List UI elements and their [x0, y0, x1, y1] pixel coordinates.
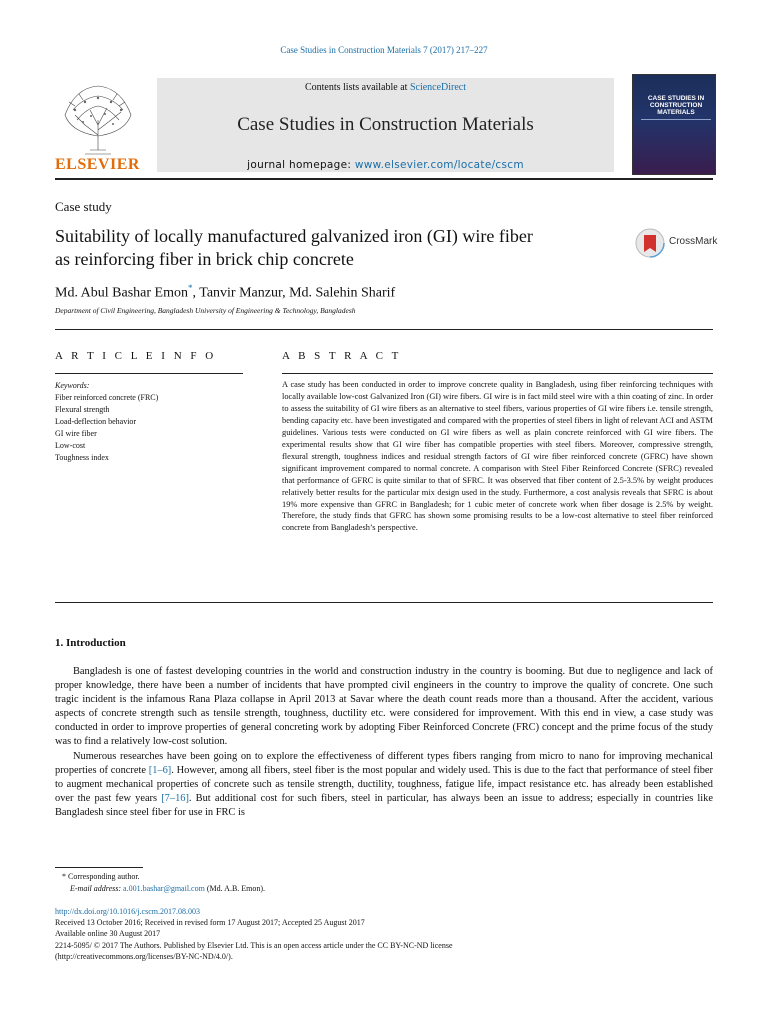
- article-type: Case study: [55, 199, 112, 214]
- journal-homepage-line: [157, 159, 614, 171]
- introduction-body: [55, 665, 713, 820]
- title-rule: [55, 329, 713, 330]
- author-email-link[interactable]: a.001.bashar@gmail.com: [123, 883, 205, 893]
- introduction-heading: 1. Introduction: [55, 637, 126, 649]
- keyword-item: Load-deflection behavior: [55, 417, 137, 426]
- elsevier-wordmark: ELSEVIER: [55, 156, 140, 173]
- cover-title: [641, 95, 711, 116]
- intro-paragraph: [55, 750, 713, 820]
- intro-paragraph: Bangladesh is one of fastest developing countries in the world and construction industry in the country is booming. But due to negligence and lack of proper knowledge, there have been a number of incidents that have prompted civil engineers in the country to improve the quality of concrete. One such tragic incident is the infamous Rana Plaza collapse in April 2013 at Savar where the death count reads more than a thousand. After the accident, various aspects of concrete strength such as tensile strength, toughness, ductility etc. were considered for improvement. With this end in view, a case study was conducted in order to improve properties of general concreting work by adopting Fiber Reinforced Concrete (FRC) concept and the prime focus of the study was to find a relatively low-cost solution.: [55, 666, 713, 748]
- author-emon[interactable]: Md. Abul Bashar Emon: [55, 285, 188, 301]
- contents-line: [157, 82, 614, 93]
- homepage-link[interactable]: www.elsevier.com/locate/cscm: [354, 159, 524, 171]
- email-suffix: (Md. A.B. Emon).: [206, 883, 266, 893]
- abstract-heading: A B S T R A C T: [282, 350, 402, 362]
- journal-reference[interactable]: Case Studies in Construction Materials 7 (2017) 217–227: [280, 45, 488, 55]
- received-dates: Received 13 October 2016; Received in revised form 17 August 2017; Accepted 25 August 2017: [55, 918, 365, 928]
- corresponding-author-note: * Corresponding author.: [62, 872, 140, 881]
- online-date: Available online 30 August 2017: [55, 929, 161, 939]
- keyword-item: Fiber reinforced concrete (FRC): [55, 393, 159, 402]
- intro-text: Numerous researches have been going on to explore the effectiveness of different types fibers ranging from micro to nano for improving mechanical properties of concrete: [55, 750, 713, 776]
- footnote-rule: [55, 867, 143, 868]
- intro-text: . However, among all fibers, steel fiber is the most popular and widely used. This is due to the fact that performance of steel fiber to augment mechanical properties of concrete such as tensile strength, ductility, toughness, fatigue life, impact resistance etc. has already been established over the past few years: [55, 764, 713, 804]
- sciencedirect-link[interactable]: ScienceDirect: [409, 82, 467, 93]
- homepage-prefix: journal homepage:: [247, 159, 352, 171]
- cover-title-line: CASE STUDIES IN: [647, 95, 705, 102]
- email-line: [62, 883, 265, 895]
- abstract-text: A case study has been conducted in order to improve concrete quality in Bangladesh, using fiber reinforcing techniques with locally available low-cost Galvanized Iron (GI) wire fibers. GI wire is in fact mild steel wire with a thin coating of zinc. In order to assess the suitability of GI wire fibers as an alternative to steel fibers, various properties of GI wire fibers i.e. tensile strength, bending capacity etc. have been investigated and compared with the properties of steel fibers in light of relevant ACI and ASTM guidelines. Various tests were conducted on GI wire fibers as well as plain concrete reinforced with GI wire fibers. The experimental results show that GI wire fiber has compatible properties with steel fibers. Moreover, compressive strength, flexural strength, toughness indices and residual strength factors of GI wire fiber reinforced concrete (GFRC) have shown significant improvement compared to normal concrete. A comparison with Steel Fiber Reinforced Concrete (SFRC) revealed that performance of GFRC is quite similar to that of SFRC. It was observed that fiber content of 2.5-3.5% by weight produces relatively better results for the particular mix design used in the study. Furthermore, a cost analysis reveals that SFRC is about 19% more expensive than GFRC in Bangladesh; for 1 cubic meter of concrete work when fiber dosage is 2.5% by weight. Therefore, the study finds that GFRC has shown some promising results to be a low-cost alternative to steel fiber reinforced concrete from Bangladesh’s perspective.: [282, 380, 713, 533]
- paper-title: [55, 225, 620, 271]
- article-info-rule: [55, 373, 243, 374]
- citation-link[interactable]: [1–6]: [148, 764, 172, 776]
- cover-title-line: MATERIALS: [657, 109, 695, 116]
- doi-link[interactable]: http://dx.doi.org/10.1016/j.cscm.2017.08.003: [55, 907, 200, 916]
- keyword-item: Toughness index: [55, 453, 109, 462]
- cover-title-line: CONSTRUCTION: [649, 102, 703, 109]
- contents-prefix: Contents lists available at: [304, 82, 408, 93]
- paper-title-line: Suitability of locally manufactured galvanized iron (GI) wire fiber: [55, 226, 533, 246]
- abstract-end-rule: [55, 602, 713, 603]
- email-label: E-mail address:: [70, 883, 122, 893]
- footnotes: [62, 871, 265, 894]
- intro-text: . But additional cost for such fibers, steel in particular, has always been an issue to address; especially in countries like Bangladesh since steel fiber for use in FRC is: [55, 792, 713, 818]
- license-text: 2214-5095/ © 2017 The Authors. Published by Elsevier Ltd. This is an open access article under the CC BY-NC-ND license: [55, 940, 453, 950]
- journal-cover-image[interactable]: [632, 74, 716, 175]
- crossmark-icon: [635, 228, 665, 258]
- article-metadata: [55, 906, 453, 962]
- article-info-heading: A R T I C L E I N F O: [55, 350, 217, 362]
- paper-title-line: as reinforcing fiber in brick chip concrete: [55, 249, 354, 269]
- header-rule: [55, 178, 713, 180]
- journal-title: Case Studies in Construction Materials: [237, 114, 534, 135]
- co-authors: , Tanvir Manzur, Md. Salehin Sharif: [192, 285, 396, 301]
- keyword-item: Low-cost: [55, 441, 86, 450]
- corresponding-author-mark[interactable]: *: [188, 283, 193, 293]
- citation-link[interactable]: [7–16]: [161, 792, 189, 804]
- author-list: [55, 283, 395, 302]
- keyword-item: Flexural strength: [55, 405, 110, 414]
- cover-divider: [641, 119, 711, 120]
- crossmark-badge[interactable]: [635, 228, 725, 258]
- license-url[interactable]: (http://creativecommons.org/licenses/BY-NC-ND/4.0/).: [55, 951, 233, 961]
- keywords-block: [55, 380, 245, 464]
- crossmark-label: CrossMark: [669, 236, 718, 247]
- abstract-rule: [282, 373, 713, 374]
- affiliation: Department of Civil Engineering, Bangladesh University of Engineering & Technology, Bangladesh: [55, 306, 356, 315]
- keywords-label: Keywords:: [55, 381, 90, 390]
- keyword-item: GI wire fiber: [55, 429, 97, 438]
